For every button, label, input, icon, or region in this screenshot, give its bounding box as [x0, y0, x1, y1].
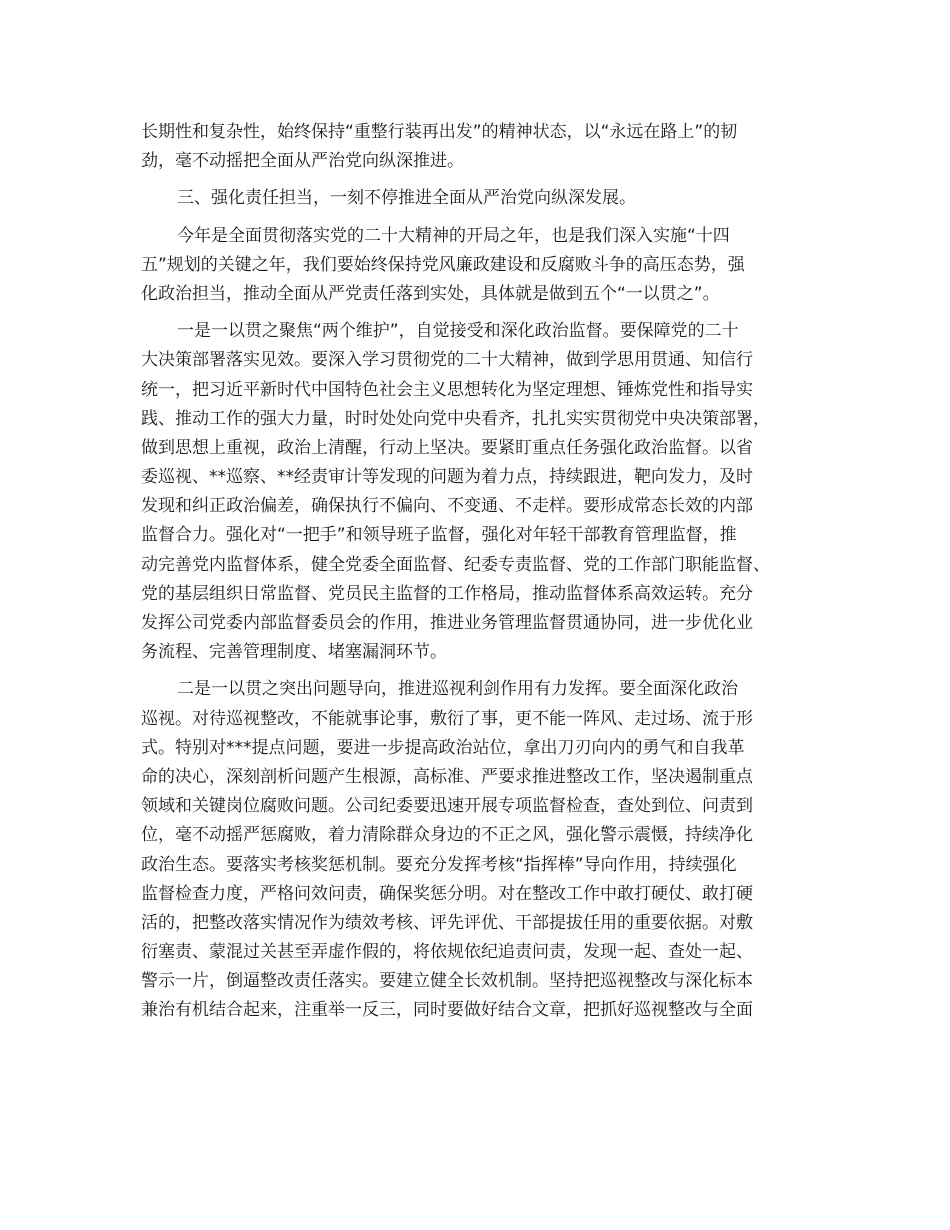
paragraph-p2: [141, 184, 831, 213]
text-line: 衍塞责、蒙混过关甚至弄虚作假的，将依规依纪追责问责，发现一起、查处一起、: [141, 942, 753, 963]
text-line: 做到思想上重视，政治上清醒，行动上坚决。要紧盯重点任务强化政治监督。以省: [141, 437, 753, 458]
text-line: 发现和纠正政治偏差，确保执行不偏向、不变通、不走样。要形成常态长效的内部: [141, 496, 753, 517]
text-line: 位，毫不动摇严惩腐败，着力清除群众身边的不正之风，强化警示震慑，持续净化: [141, 825, 753, 846]
text-line: 巡视。对待巡视整改，不能就事论事，敷衍了事，更不能一阵风、走过场、流于形: [141, 708, 753, 729]
text-line: 动完善党内监督体系，健全党委全面监督、纪委专责监督、党的工作部门职能监督、: [141, 554, 770, 575]
text-line: 二是一以贯之突出问题导向，推进巡视利剑作用有力发挥。要全面深化政治: [177, 679, 738, 700]
text-line: 大决策部署落实见效。要深入学习贯彻党的二十大精神，做到学思用贯通、知信行: [141, 350, 753, 371]
text-line: 统一，把习近平新时代中国特色社会主义思想转化为坚定理想、锤炼党性和指导实: [141, 379, 753, 400]
text-line: 践、推动工作的强大力量，时时处处向党中央看齐，扎扎实实贯彻党中央决策部署，: [141, 408, 770, 429]
text-line: 劲，毫不动摇把全面从严治党向纵深推进。: [141, 151, 464, 172]
text-line: 警示一片，倒逼整改责任落实。要建立健全长效机制。坚持把巡视整改与深化标本: [141, 971, 753, 992]
text-line: 三、强化责任担当，一刻不停推进全面从严治党向纵深发展。: [177, 188, 636, 209]
text-line: 政治生态。要落实考核奖惩机制。要充分发挥考核“指挥棒”导向作用，持续强化: [141, 854, 737, 875]
text-line: 发挥公司党委内部监督委员会的作用，推进业务管理监督贯通协同，进一步优化业: [141, 613, 753, 633]
text-line: 长期性和复杂性，始终保持“重整行装再出发”的精神状态，以“永远在路上”的韧: [141, 122, 738, 142]
text-line: 监督检查力度，严格问效问责，确保奖惩分明。对在整改工作中敢打硬仗、敢打硬: [141, 883, 753, 904]
text-line: 兼治有机结合起来，注重举一反三，同时要做好结合文章，把抓好巡视整改与全面: [141, 1000, 753, 1021]
text-line: 命的决心，深刻剖析问题产生根源，高标准、严要求推进整改工作，坚决遏制重点: [141, 766, 753, 787]
text-line: 式。特别对***提点问题，要进一步提高政治站位，拿出刀刃向内的勇气和自我革: [141, 737, 745, 758]
text-line: 党的基层组织日常监督、党员民主监督的工作格局，推动监督体系高效运转。充分: [141, 583, 753, 604]
paragraph-p1: [141, 118, 831, 176]
text-line: 委巡视、**巡察、**经责审计等发现的问题为着力点，持续跟进，靶向发力，及时: [141, 467, 753, 488]
paragraph-p4: [141, 317, 831, 667]
text-line: 活的，把整改落实情况作为绩效考核、评先评优、干部提拔任用的重要依据。对敷: [141, 912, 753, 933]
text-line: 领域和关键岗位腐败问题。公司纪委要迅速开展专项监督检查，查处到位、问责到: [141, 796, 753, 817]
text-line: 今年是全面贯彻落实党的二十大精神的开局之年，也是我们深入实施“十四: [177, 225, 730, 246]
document-body: [141, 118, 831, 1034]
paragraph-p3: [141, 222, 831, 310]
text-line: 五”规划的关键之年，我们要始终保持党风廉政建设和反腐败斗争的高压态势，强: [141, 254, 745, 275]
paragraph-p5: [141, 675, 831, 1025]
text-line: 化政治担当，推动全面从严党责任落到实处，具体就是做到五个“一以贯之”。: [141, 283, 720, 304]
text-line: 监督合力。强化对“一把手”和领导班子监督，强化对年轻干部教育管理监督，推: [141, 525, 737, 546]
text-line: 一是一以贯之聚焦“两个维护”，自觉接受和深化政治监督。要保障党的二十: [177, 321, 739, 342]
text-line: 务流程、完善管理制度、堵塞漏洞环节。: [141, 642, 447, 663]
